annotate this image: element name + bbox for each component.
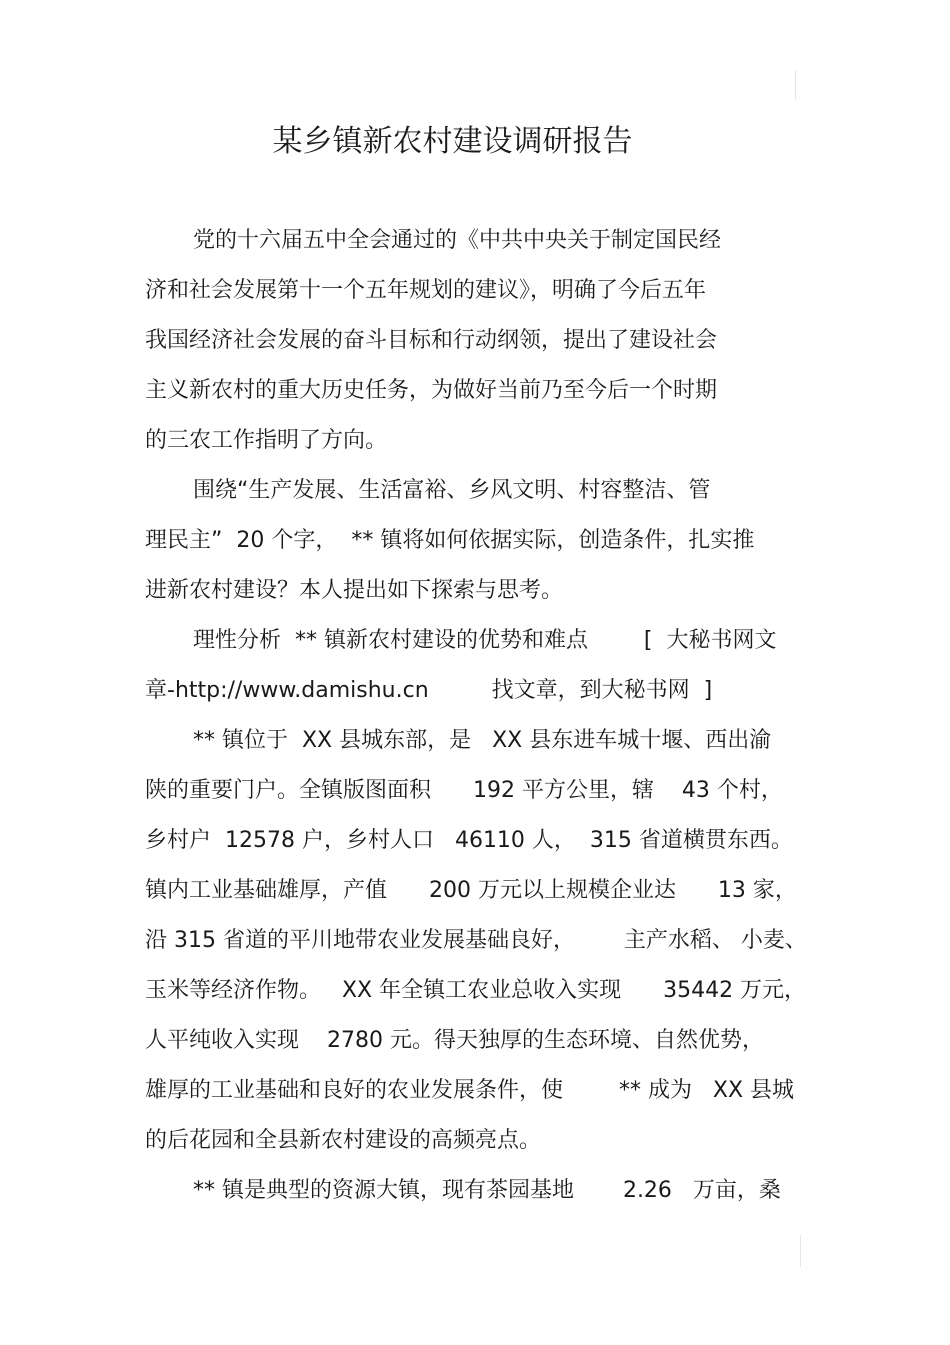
body-line: 的三农工作指明了方向。 (145, 428, 388, 453)
body-line: 理性分析 ** 镇新农村建设的优势和难点 [ 大秘书网文 (193, 628, 777, 653)
page-edge-mark-bottom (800, 1235, 801, 1267)
body-line: 陕的重要门户。全镇版图面积 192 平方公里，辖 43 个村， (145, 778, 783, 803)
body-line: 镇内工业基础雄厚，产值 200 万元以上规模企业达 13 家， (145, 878, 797, 903)
body-line: 章-http://www.damishu.cn 找文章，到大秘书网 ] (145, 678, 713, 703)
body-line: 人平纯收入实现 2780 元。得天独厚的生态环境、自然优势， (145, 1028, 764, 1053)
body-line: 雄厚的工业基础和良好的农业发展条件，使 ** 成为 XX 县城 (145, 1078, 795, 1103)
body-line: 沿 315 省道的平川地带农业发展基础良好， 主产水稻、 小麦、 (145, 928, 807, 953)
body-line: 我国经济社会发展的奋斗目标和行动纲领，提出了建设社会 (145, 328, 718, 353)
body-line: 党的十六届五中全会通过的《中共中央关于制定国民经 (193, 228, 722, 253)
body-line: 主义新农村的重大历史任务，为做好当前乃至今后一个时期 (145, 378, 718, 403)
body-line: 济和社会发展第十一个五年规划的建议》，明确了今后五年 (145, 278, 707, 303)
body-line: 乡村户 12578 户，乡村人口 46110 人， 315 省道横贯东西。 (145, 828, 793, 853)
body-line: 玉米等经济作物。 XX 年全镇工农业总收入实现 35442 万元， (145, 978, 807, 1003)
document-title: 某乡镇新农村建设调研报告 (272, 124, 633, 159)
body-line: 进新农村建设？本人提出如下探索与思考。 (145, 578, 564, 603)
page-edge-mark-top (795, 70, 796, 100)
body-line: ** 镇是典型的资源大镇，现有茶园基地 2.26 万亩，桑 (193, 1178, 781, 1203)
body-line: 理民主” 20 个字， ** 镇将如何依据实际，创造条件，扎实推 (145, 528, 755, 553)
body-line: 的后花园和全县新农村建设的高频亮点。 (145, 1128, 542, 1153)
body-line: ** 镇位于 XX 县城东部，是 XX 县东进车城十堰、西出渝 (193, 728, 772, 753)
body-line: 围绕“生产发展、生活富裕、乡风文明、村容整洁、管 (193, 478, 711, 503)
